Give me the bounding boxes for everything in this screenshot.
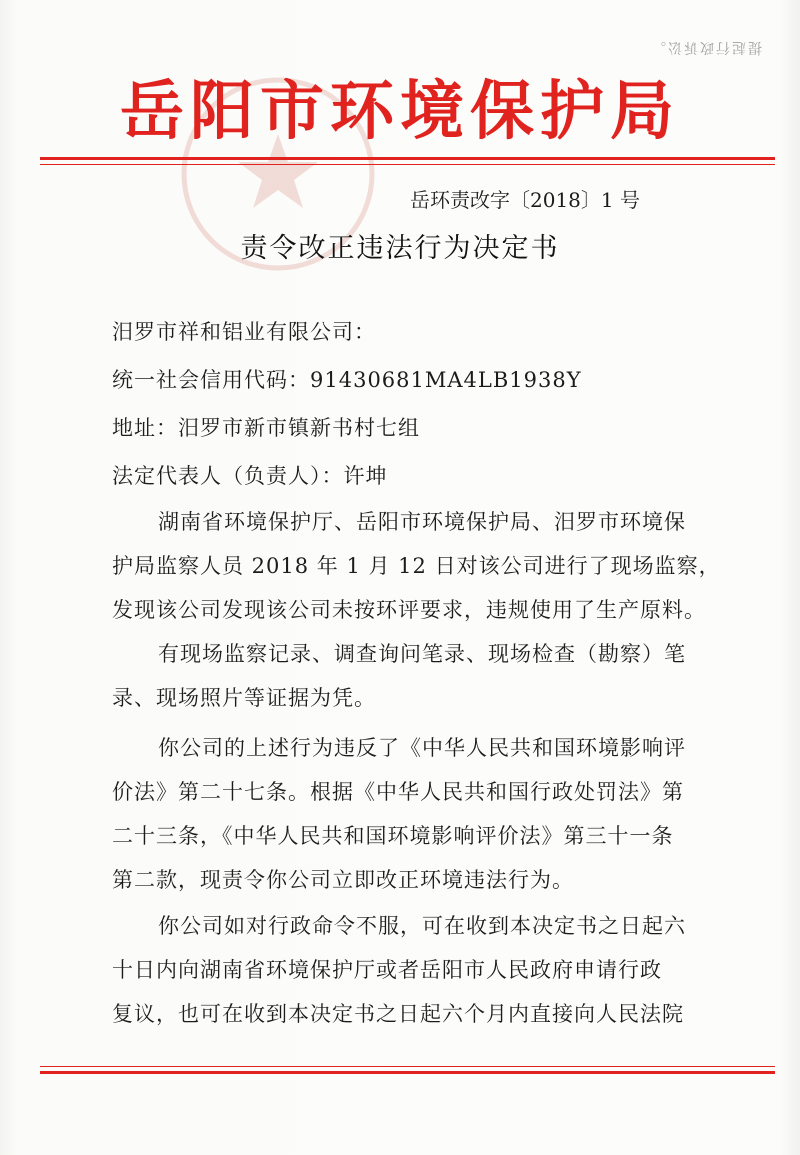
paragraph-2-line-1: 有现场监察记录、调查询问笔录、现场检查（勘察）笔 — [158, 642, 686, 666]
paragraph-3-line-1: 你公司的上述行为违反了《中华人民共和国环境影响评 — [158, 736, 686, 760]
paragraph-4-line-2: 十日内向湖南省环境保护厅或者岳阳市人民政府申请行政 — [112, 958, 662, 982]
document-title: 责令改正违法行为决定书 — [240, 233, 560, 264]
address: 地址：汨罗市新市镇新书村七组 — [112, 416, 420, 440]
header-divider-thin — [40, 164, 775, 165]
paragraph-3-line-4: 第二款，现责令你公司立即改正环境违法行为。 — [112, 868, 574, 892]
credit-code: 统一社会信用代码：91430681MA4LB1938Y — [112, 368, 582, 392]
paragraph-1-line-3: 发现该公司发现该公司未按环评要求，违规使用了生产原料。 — [112, 598, 706, 622]
paragraph-1-line-2: 护局监察人员 2018 年 1 月 12 日对该公司进行了现场监察， — [112, 554, 721, 578]
paragraph-1-line-1: 湖南省环境保护厅、岳阳市环境保护局、汨罗市环境保 — [158, 510, 686, 534]
footer-divider-thick — [40, 1071, 775, 1074]
paragraph-4-line-1: 你公司如对行政命令不服，可在收到本决定书之日起六 — [158, 914, 686, 938]
paragraph-2-line-2: 录、现场照片等证据为凭。 — [112, 686, 376, 710]
paragraph-3-line-2: 价法》第二十七条。根据《中华人民共和国行政处罚法》第 — [112, 780, 684, 804]
footer-divider-thin — [40, 1066, 775, 1067]
paragraph-4-line-3: 复议，也可在收到本决定书之日起六个月内直接向人民法院 — [112, 1002, 684, 1026]
header-divider-thick — [40, 157, 775, 160]
legal-representative: 法定代表人（负责人）：许坤 — [112, 464, 388, 488]
paragraph-3-line-3: 二十三条，《中华人民共和国环境影响评价法》第三十一条 — [112, 824, 674, 848]
corner-bleed-text: 提起行政诉讼。 — [650, 39, 762, 55]
agency-header-title: 岳阳市环境保护局 — [120, 75, 680, 149]
document-number: 岳环责改字〔2018〕1 号 — [410, 188, 640, 212]
addressee: 汨罗市祥和铝业有限公司： — [112, 320, 376, 344]
